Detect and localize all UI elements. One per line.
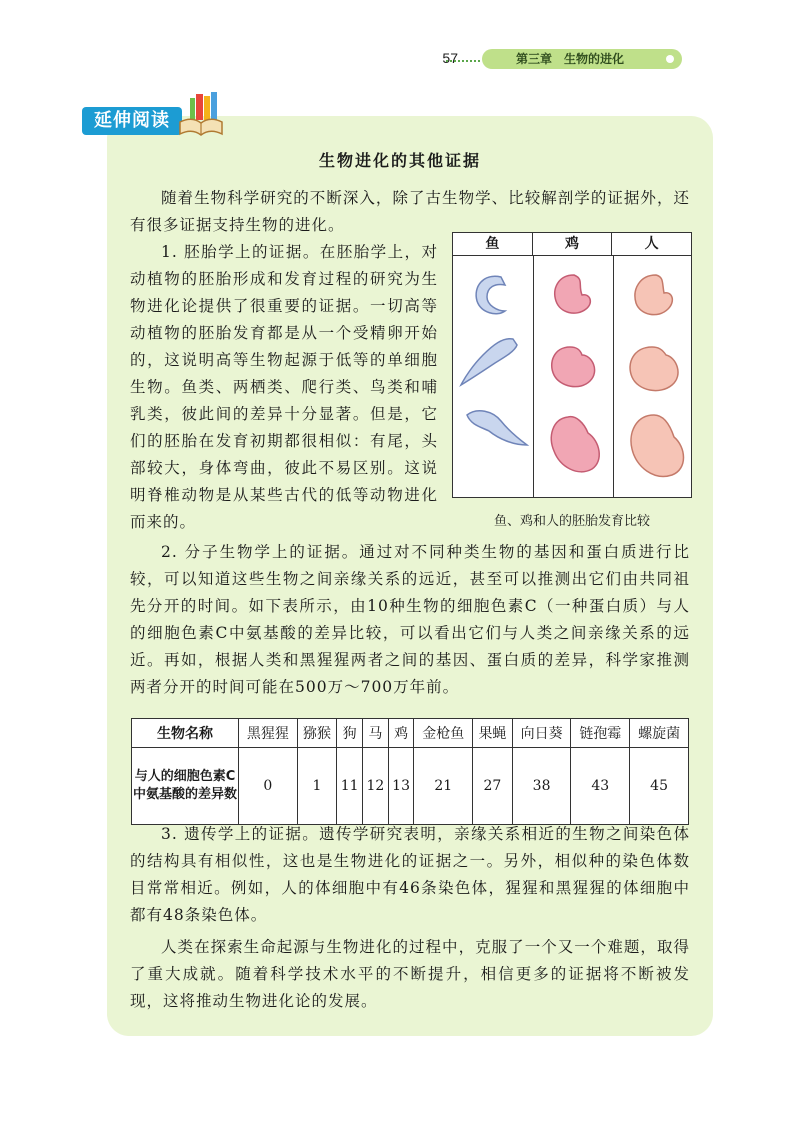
figure-header (453, 233, 691, 256)
section-tag: 延伸阅读 (82, 107, 182, 135)
header-dots (446, 60, 480, 62)
table-row-label: 与人的细胞色素C中氨基酸的差异数 (132, 748, 239, 825)
fish-embryo-stage-2 (461, 339, 517, 385)
chapter-label: 第三章 生物的进化 (516, 52, 625, 66)
chicken-embryo-stage-3 (551, 417, 599, 472)
table-cell: 21 (414, 748, 473, 825)
table-header-cell: 金枪鱼 (414, 719, 473, 748)
paragraph-conclusion: 人类在探索生命起源与生物进化的过程中，克服了一个又一个难题，取得了重大成就。随着科学技术水平的不断提升，相信更多的证据将不断被发现，这将推动生物进化论的发展。 (130, 938, 690, 1010)
fish-embryo-stage-3 (467, 411, 527, 445)
table-header-cell: 螺旋菌 (630, 719, 689, 748)
paragraph-molecular: 2. 分子生物学上的证据。通过对不同种类生物的基因和蛋白质进行比较，可以知道这些生物之间亲缘关系的远近，甚至可以推测出它们由共同祖先分开的时间。如下表所示，由10种生物的细胞色素C（一种蛋白质）与人的细胞色素C中氨基酸的差异比较，可以看出它们与人类之间亲缘关系的远近。再如，根据人类和黑猩猩两者之间的基因、蛋白质的差异，科学家推测两者分开的时间可能在500万～700万年前。 (130, 543, 690, 696)
human-embryo-stage-2 (630, 347, 678, 391)
chicken-embryo-stage-2 (552, 347, 595, 387)
table-header-cell: 鸡 (388, 719, 414, 748)
table-header-cell: 黑猩猩 (239, 719, 298, 748)
chapter-dot-icon (666, 55, 674, 63)
table-cell: 0 (239, 748, 298, 825)
fish-embryo-stage-1 (476, 276, 505, 313)
page-number: 57 (442, 50, 458, 66)
table-header-row (132, 719, 689, 748)
chicken-embryos (533, 255, 614, 497)
chicken-embryo-stage-1 (555, 275, 591, 313)
figure-column-human: 人 (611, 233, 691, 255)
table-header-cell: 马 (363, 719, 389, 748)
table-cell: 45 (630, 748, 689, 825)
figure-column-fish: 鱼 (485, 236, 500, 252)
paragraph-intro: 随着生物科学研究的不断深入，除了古生物学、比较解剖学的证据外，还有很多证据支持生物的进化。 (130, 189, 690, 234)
fish-embryos (453, 255, 533, 497)
human-embryos (613, 255, 694, 497)
table-header-cell: 链孢霉 (571, 719, 630, 748)
table-cell: 11 (337, 748, 363, 825)
paragraph-genetics: 3. 遗传学上的证据。遗传学研究表明，亲缘关系相近的生物之间染色体的结构具有相似性，这也是生物进化的证据之一。另外，相似种的染色体数目常常相近。例如，人的体细胞中有46条染色体，猩猩和黑猩猩的体细胞中都有48条染色体。 (130, 825, 690, 924)
table-cell: 38 (512, 748, 571, 825)
cytochrome-table (131, 718, 689, 825)
table-header-cell: 猕猴 (297, 719, 337, 748)
table-row (132, 748, 689, 825)
table-header-cell: 向日葵 (512, 719, 571, 748)
table-header-label: 生物名称 (132, 719, 239, 748)
table-header-cell: 果蝇 (473, 719, 513, 748)
table-cell: 27 (473, 748, 513, 825)
table-header-cell: 狗 (337, 719, 363, 748)
human-embryo-stage-3 (631, 415, 684, 476)
article-title: 生物进化的其他证据 (318, 151, 481, 170)
figure-column-chicken: 鸡 (532, 233, 612, 255)
table-cell: 13 (388, 748, 414, 825)
books-icon (178, 92, 224, 138)
figure-caption: 鱼、鸡和人的胚胎发育比较 (493, 514, 650, 529)
chapter-title (482, 49, 682, 69)
table-cell: 1 (297, 748, 337, 825)
table-cell: 12 (363, 748, 389, 825)
human-embryo-stage-1 (635, 275, 672, 315)
paragraph-embryology: 1. 胚胎学上的证据。在胚胎学上，对动植物的胚胎形成和发育过程的研究为生物进化论提供了很重要的证据。一切高等动植物的胚胎发育都是从一个受精卵开始的，这说明高等生物起源于低等的单细胞生物。鱼类、两栖类、爬行类、鸟类和哺乳类，彼此间的差异十分显著。但是，它们的胚胎在发育初期都很相似：有尾，头部较大，身体弯曲，彼此不易区别。这说明脊椎动物是从某些古代的低等动物进化而来的。 (130, 243, 438, 531)
embryo-figure (452, 232, 692, 498)
table-cell: 43 (571, 748, 630, 825)
